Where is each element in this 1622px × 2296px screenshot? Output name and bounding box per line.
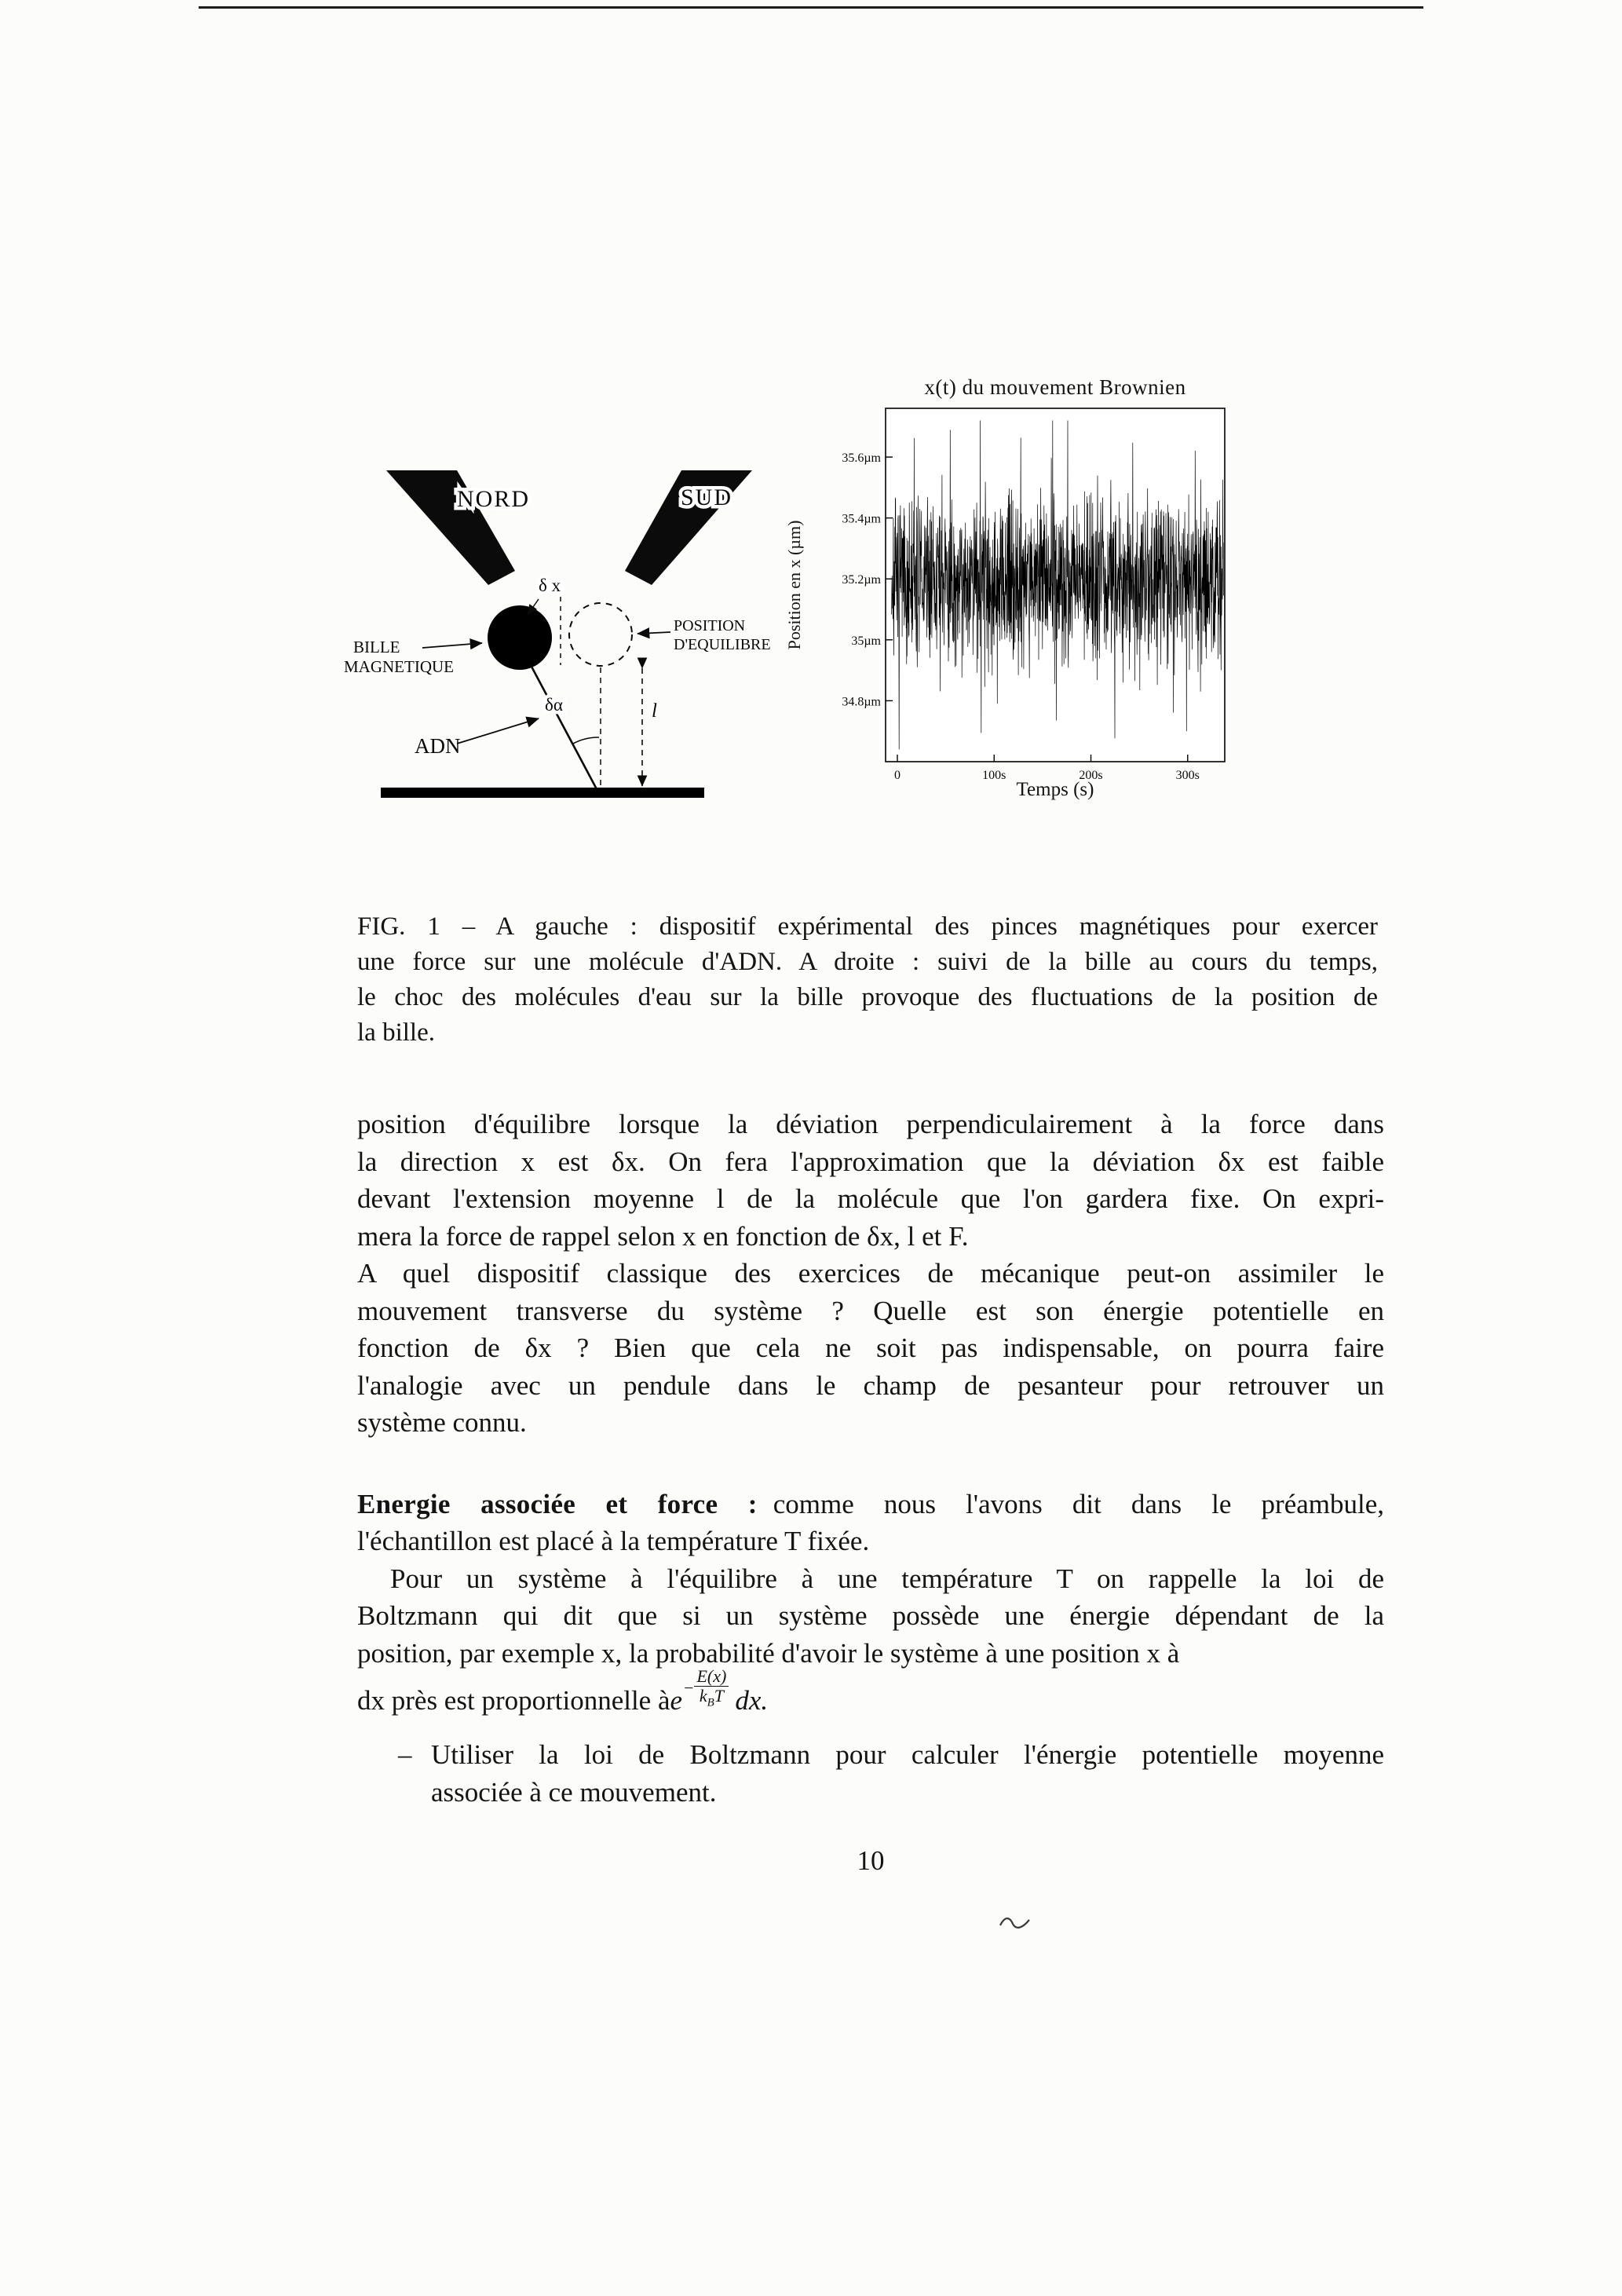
magnetic-bead	[488, 605, 552, 670]
text-line: mera la force de rappel selon x en fonction de δx, l et F.	[357, 1220, 969, 1252]
dna-tether-line	[531, 665, 597, 789]
equilibrium-position-circle	[569, 603, 632, 666]
adn-label: ADN	[415, 734, 461, 758]
exercise-list-item	[398, 1736, 1384, 1811]
x-tick-label: 200s	[1079, 769, 1103, 782]
text-line: fonction de δx ? Bien que cela ne soit pas indispensable, on pourra faire	[357, 1333, 1384, 1363]
ground-surface	[381, 788, 704, 798]
brownian-motion-plot	[824, 404, 1233, 787]
scan-artifact-line	[199, 6, 1423, 9]
text-line: une force sur une molécule d'ADN. A droite : suivi de la bille au cours du temps,	[357, 948, 1378, 976]
text-line: A quel dispositif classique des exercices de mécanique peut-on assimiler le	[357, 1258, 1384, 1289]
equilibrium-arrow	[637, 632, 670, 634]
delta-alpha-arc	[573, 737, 599, 744]
sud-label: SUD	[681, 484, 733, 510]
text-line: Boltzmann qui dit que si un système possède une énergie dépendant de la	[357, 1600, 1384, 1631]
y-tick-label: 35.4µm	[842, 512, 881, 526]
plot-title: x(t) du mouvement Brownien	[924, 375, 1186, 399]
plot-y-axis-label: Position en x (µm)	[784, 520, 804, 650]
energy-heading-rest: comme nous l'avons dit dans le préambule,	[773, 1488, 1384, 1519]
y-tick-label: 35.2µm	[842, 573, 881, 587]
text-line: Utiliser la loi de Boltzmann pour calculer l'énergie potentielle moyenne	[431, 1739, 1384, 1770]
ink-squiggle	[999, 1914, 1032, 1932]
text-line: devant l'extension moyenne l de la molécule que l'on gardera fixe. On expri-	[357, 1183, 1384, 1214]
formula-suffix: dx.	[735, 1685, 769, 1717]
delta-alpha-label: δα	[545, 695, 563, 715]
y-tick-label: 34.8µm	[842, 695, 881, 709]
adn-arrow	[457, 718, 539, 744]
formula-k: k	[699, 1685, 707, 1706]
figure-caption	[357, 909, 1378, 1051]
x-tick-label: 100s	[982, 769, 1006, 782]
text-line: mouvement transverse du système ? Quelle est son énergie potentielle en	[357, 1295, 1384, 1326]
formula-numerator: E(x)	[694, 1668, 729, 1687]
paragraph-energy-heading	[357, 1486, 1384, 1560]
formula-fraction	[694, 1665, 729, 1709]
plot-x-axis-label: Temps (s)	[1016, 779, 1094, 800]
page-number: 10	[857, 1845, 885, 1876]
text-line: position d'équilibre lorsque la déviation perpendiculairement à la force dans	[357, 1109, 1384, 1139]
position-label-line1: POSITION	[674, 617, 746, 634]
list-text	[431, 1736, 1384, 1811]
text-line	[357, 1486, 1384, 1523]
bille-arrow	[422, 643, 482, 648]
bille-label-line1: BILLE	[353, 638, 400, 656]
text-line: FIG. 1 – A gauche : dispositif expérimental des pinces magnétiques pour exercer	[357, 912, 1378, 941]
boltzmann-formula-line	[357, 1665, 1384, 1727]
list-dash: –	[398, 1739, 412, 1770]
delta-x-label: δ x	[539, 576, 561, 595]
formula-denominator	[694, 1687, 729, 1709]
text-line: système connu.	[357, 1407, 527, 1438]
paragraph-restoring-force	[357, 1106, 1384, 1255]
text-line: l'échantillon est placé à la température T fixée.	[357, 1526, 870, 1556]
text-line: position, par exemple x, la probabilité d'avoir le système à une position x à	[357, 1637, 1180, 1669]
text-line: Pour un système à l'équilibre à une température T on rappelle la loi de	[390, 1563, 1384, 1594]
formula-prefix: dx près est proportionnelle à	[357, 1685, 670, 1717]
text-line: l'analogie avec un pendule dans le champ de pesanteur pour retrouver un	[357, 1369, 1384, 1401]
nord-label: NORD	[457, 486, 531, 512]
text-line: le choc des molécules d'eau sur la bille provoque des fluctuations de la position de	[357, 983, 1378, 1011]
text-line: associée à ce mouvement.	[431, 1776, 717, 1808]
x-tick-label: 0	[894, 769, 901, 782]
bille-label-line2: MAGNETIQUE	[344, 657, 454, 676]
y-tick-label: 35.6µm	[842, 452, 881, 466]
energy-heading-bold: Energie associée et force :	[357, 1488, 758, 1519]
magnetic-tweezers-diagram	[338, 467, 801, 817]
position-label-line2: D'EQUILIBRE	[674, 636, 771, 653]
formula-k-sub: B	[707, 1696, 714, 1709]
formula-minus: −	[684, 1677, 694, 1698]
x-tick-label: 300s	[1175, 769, 1200, 782]
paragraph-pendulum-analogy	[357, 1255, 1384, 1442]
extension-length-label: l	[652, 700, 657, 722]
text-line: la bille.	[357, 1018, 435, 1047]
formula-T: T	[714, 1685, 724, 1706]
body-text-block	[357, 1106, 1384, 1811]
formula-exponent	[684, 1665, 729, 1709]
paragraph-boltzmann-law	[357, 1560, 1384, 1673]
text-line: la direction x est δx. On fera l'approximation que la déviation δx est faible	[357, 1146, 1384, 1177]
formula-base-e: e	[670, 1685, 683, 1717]
y-tick-label: 35µm	[851, 634, 881, 648]
